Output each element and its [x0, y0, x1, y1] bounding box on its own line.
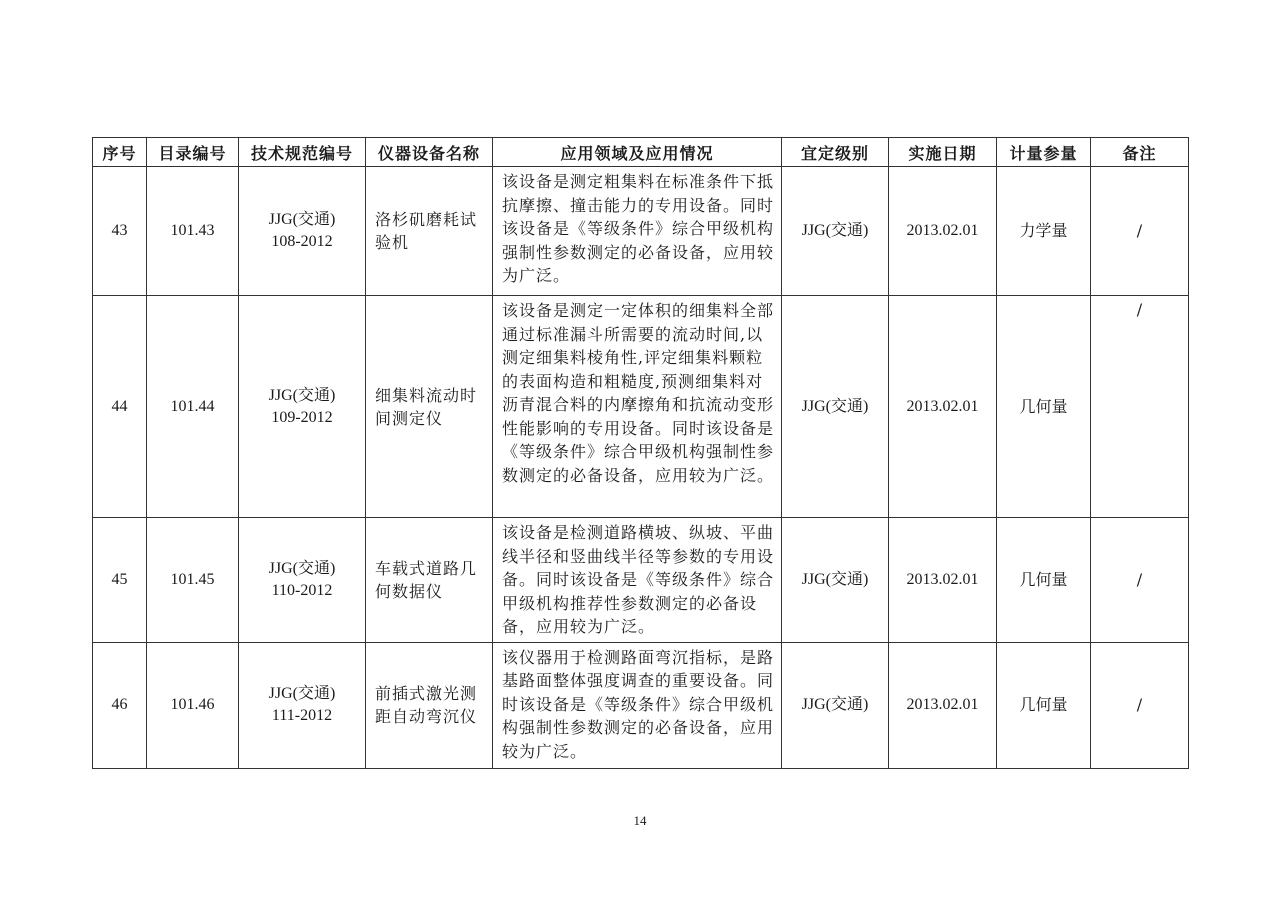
cell-usage: 该设备是检测道路横坡、纵坡、平曲线半径和竖曲线半径等参数的专用设备。同时该设备是《等级条件》综合甲级机构推荐性参数测定的必备设备，应用较为广泛。: [493, 518, 782, 643]
cell-date: 2013.02.01: [889, 296, 997, 518]
cell-level: JJG(交通): [782, 642, 889, 768]
cell-no: 44: [93, 296, 147, 518]
header-name: 仪器设备名称: [366, 138, 493, 167]
cell-no: 45: [93, 518, 147, 643]
spec-line2: 110-2012: [271, 581, 333, 599]
spec-line1: JJG(交通): [268, 386, 336, 404]
table-row: [93, 296, 1189, 518]
cell-name: 车载式道路几何数据仪: [366, 518, 493, 643]
cell-usage: 该设备是测定粗集料在标准条件下抵抗摩擦、撞击能力的专用设备。同时该设备是《等级条件》综合甲级机构强制性参数测定的必备设备，应用较为广泛。: [493, 167, 782, 296]
cell-no: 46: [93, 642, 147, 768]
cell-name: 细集料流动时间测定仪: [366, 296, 493, 518]
cell-param: 力学量: [997, 167, 1091, 296]
cell-spec: [239, 167, 366, 296]
cell-spec: [239, 296, 366, 518]
cell-date: 2013.02.01: [889, 167, 997, 296]
table-row: [93, 642, 1189, 768]
cell-level: JJG(交通): [782, 296, 889, 518]
header-catalog: 目录编号: [147, 138, 239, 167]
spec-line1: JJG(交通): [268, 211, 336, 228]
cell-note: /: [1091, 296, 1189, 518]
cell-usage: 该仪器用于检测路面弯沉指标，是路基路面整体强度调查的重要设备。同时该设备是《等级条件》综合甲级机构强制性参数测定的必备设备，应用较为广泛。: [493, 642, 782, 768]
cell-catalog: 101.45: [147, 518, 239, 643]
cell-usage: 该设备是测定一定体积的细集料全部通过标准漏斗所需要的流动时间,以测定细集料棱角性,评定细集料颗粒的表面构造和粗糙度,预测细集料对沥青混合料的内摩擦角和抗流动变形性能影响的专用设备。同时该设备是《等级条件》综合甲级机构强制性参数测定的必备设备，应用较为广泛。: [493, 296, 782, 518]
cell-note: /: [1091, 167, 1189, 296]
spec-line2: 108-2012: [271, 233, 333, 250]
header-param: 计量参量: [997, 138, 1091, 167]
table-header-row: [93, 138, 1189, 167]
header-no: 序号: [93, 138, 147, 167]
header-spec: 技术规范编号: [239, 138, 366, 167]
cell-param: 几何量: [997, 296, 1091, 518]
equipment-table: [92, 137, 1189, 769]
cell-date: 2013.02.01: [889, 518, 997, 643]
table-row: [93, 167, 1189, 296]
cell-name: 前插式激光测距自动弯沉仪: [366, 642, 493, 768]
spec-line2: 109-2012: [271, 408, 333, 426]
header-usage: 应用领域及应用情况: [493, 138, 782, 167]
cell-name: 洛杉矶磨耗试验机: [366, 167, 493, 296]
cell-spec: [239, 642, 366, 768]
header-level: 宜定级别: [782, 138, 889, 167]
cell-param: 几何量: [997, 518, 1091, 643]
cell-spec: [239, 518, 366, 643]
table-row: [93, 518, 1189, 643]
cell-note: /: [1091, 518, 1189, 643]
spec-line1: JJG(交通): [268, 685, 336, 702]
spec-line2: 111-2012: [271, 707, 333, 724]
cell-level: JJG(交通): [782, 167, 889, 296]
cell-level: JJG(交通): [782, 518, 889, 643]
spec-line1: JJG(交通): [268, 559, 336, 577]
cell-no: 43: [93, 167, 147, 296]
cell-catalog: 101.46: [147, 642, 239, 768]
cell-param: 几何量: [997, 642, 1091, 768]
cell-note: /: [1091, 642, 1189, 768]
header-note: 备注: [1091, 138, 1189, 167]
cell-date: 2013.02.01: [889, 642, 997, 768]
cell-catalog: 101.43: [147, 167, 239, 296]
header-date: 实施日期: [889, 138, 997, 167]
page-number: 14: [633, 813, 647, 828]
cell-catalog: 101.44: [147, 296, 239, 518]
